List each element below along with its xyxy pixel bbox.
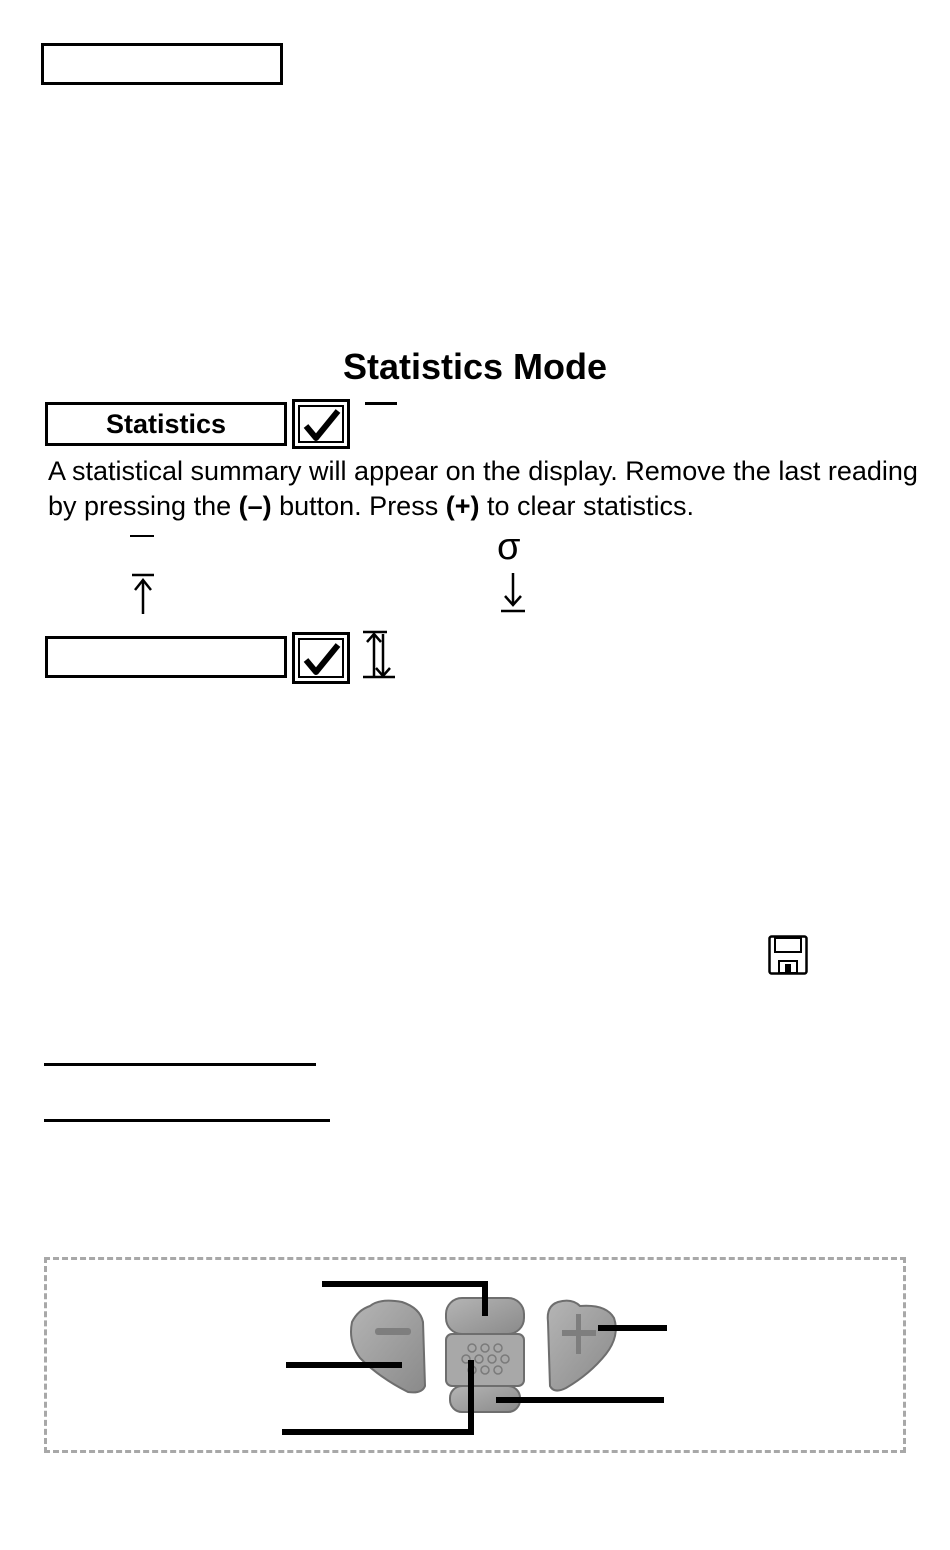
description-text-2: button. Press: [271, 491, 446, 521]
statistics-menu-box: [45, 402, 287, 446]
plus-button-shape: [548, 1301, 616, 1391]
description-text-1: A statistical summary will appear on the display. Remove the last reading by pressing the: [48, 456, 918, 521]
statistics-description: [48, 454, 928, 524]
plus-button-ref: (+): [445, 491, 480, 521]
blank-line-2: [44, 1119, 330, 1122]
mean-bar-icon-2: [130, 535, 154, 537]
checkmark-icon-2: [292, 632, 350, 684]
minus-button-ref: (–): [238, 491, 272, 521]
blank-line-1: [44, 1063, 316, 1066]
sigma-icon: σ: [497, 526, 521, 568]
min-arrow-icon: [499, 572, 527, 619]
checkmark-icon: [292, 399, 350, 449]
blank-label-box-hilo: [45, 636, 287, 678]
mean-bar-icon: [365, 402, 397, 405]
page-title: Statistics Mode: [342, 346, 608, 387]
statistics-menu-label: Statistics: [105, 408, 227, 439]
floppy-disk-icon: [768, 935, 808, 980]
description-text-3: to clear statistics.: [479, 491, 695, 521]
minus-button-shape: [351, 1301, 425, 1393]
blank-label-box-top: [41, 43, 283, 85]
keypad-diagram: [280, 1278, 680, 1443]
max-arrow-icon: [130, 573, 156, 620]
hilo-arrows-icon: [361, 630, 397, 685]
